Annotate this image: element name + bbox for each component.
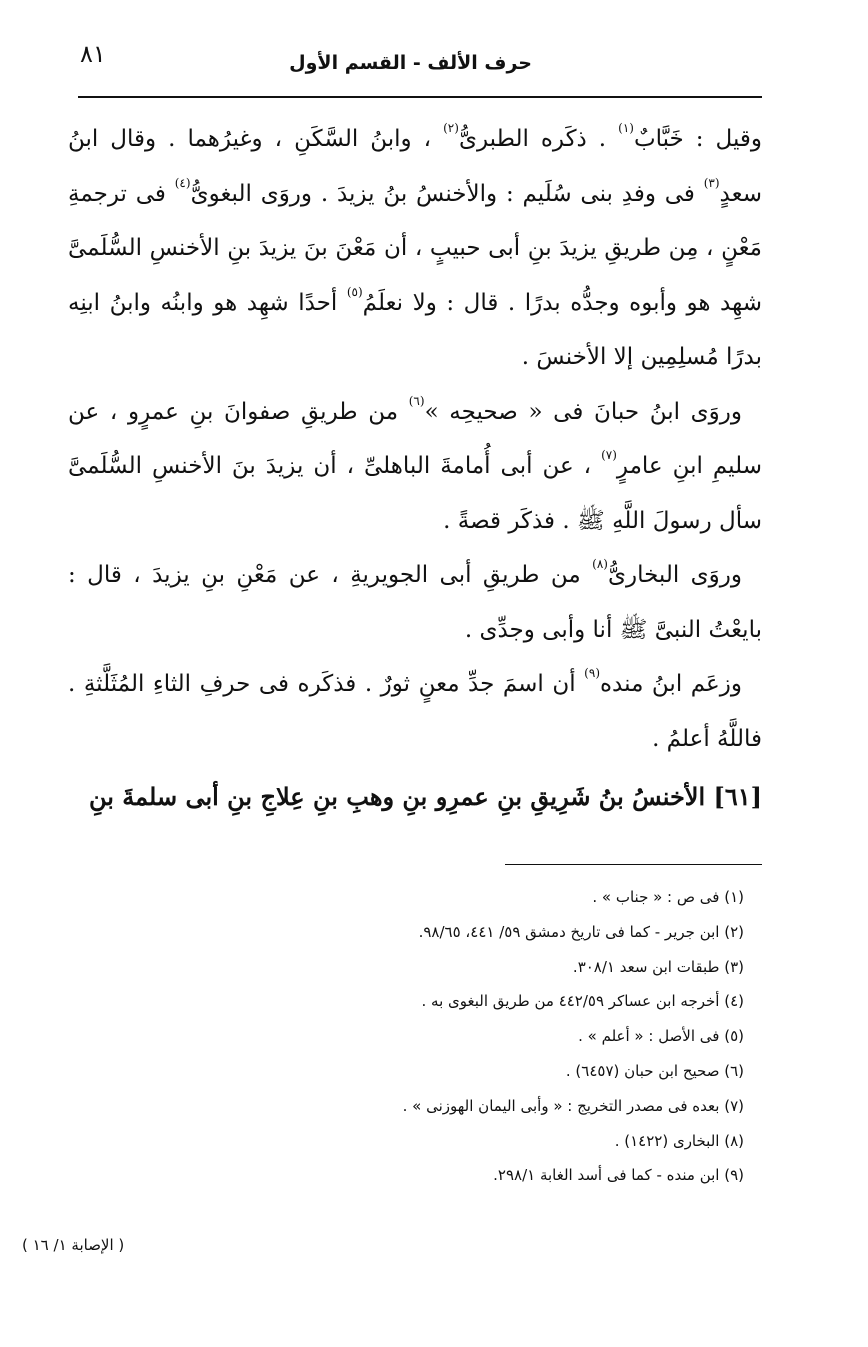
footnote-marker: (٦) bbox=[408, 393, 425, 408]
footnote-9: (٩) ابن منده - كما فى أسد الغابة ٢٩٨/١. bbox=[493, 1166, 744, 1185]
footnote-marker: (١) bbox=[618, 121, 634, 135]
paragraph-4 bbox=[68, 657, 762, 766]
footnote-6: (٦) صحيح ابن حبان (٦٤٥٧) . bbox=[565, 1061, 744, 1080]
footnote-5: (٥) فى الأصل : « أعلم » . bbox=[578, 1027, 744, 1046]
entry-heading: [٦١] الأخنسُ بنُ شَرِيقِ بنِ عمرِو بنِ وهبِ بنِ عِلاجِ بنِ أبى سلمةَ بنِ bbox=[88, 782, 762, 811]
footnotes bbox=[300, 880, 744, 1193]
text-run: من طريقِ صفوانَ بنِ عمرٍو ، عن سليمِ ابنِ عامرٍ bbox=[68, 398, 762, 479]
text-run: وقيل : خَبَّابٌ bbox=[633, 126, 763, 152]
signature-mark: ( الإصابة ١/ ١٦ ) bbox=[22, 1236, 125, 1254]
footnote-4: (٤) أخرجه ابن عساكر ٤٤٢/٥٩ من طريق البغوى به . bbox=[421, 992, 744, 1011]
text-run: . ذكَره الطبرىُّ bbox=[458, 126, 619, 152]
running-title: حرف الألف - القسم الأول bbox=[289, 52, 532, 74]
paragraph-3 bbox=[68, 548, 762, 657]
header-rule bbox=[78, 96, 762, 98]
paragraph-2 bbox=[68, 385, 762, 549]
page-number: ٨١ bbox=[80, 40, 106, 68]
footnote-1: (١) فى ص : « جناب » . bbox=[592, 888, 744, 906]
text-run: فى ترجمةِ مَعْنٍ ، مِن طريقِ يزيدَ بنِ أبى حبيبٍ ، أن مَعْنَ بنَ يزيدَ بنِ الأخنسِ السُّلَمىَّ شهِد هو وأبوه وجدُّه بدرًا . قال : ولا نعلَمُ bbox=[68, 180, 762, 316]
text-run: وروَى البخارىُّ bbox=[607, 562, 743, 588]
footnote-marker: (٩) bbox=[584, 666, 600, 680]
text-run: وزعَم ابنُ منده bbox=[600, 671, 742, 697]
text-run: وروَى ابنُ حبانَ فى « صحيحِه » bbox=[424, 398, 742, 425]
footnote-separator bbox=[505, 864, 762, 865]
footnote-3: (٣) طبقات ابن سعد ٣٠٨/١. bbox=[572, 957, 744, 976]
footnote-marker: (٢) bbox=[443, 121, 459, 135]
main-text bbox=[68, 112, 762, 825]
text-run: ، وابنُ السَّكَنِ ، وغيرُهما . وقال ابنُ سعدٍ bbox=[68, 126, 762, 207]
text-run: أن اسمَ جدِّ معنٍ ثورٌ . فذكَره فى حرفِ الثاءِ المُثَلَّثةِ . فاللَّهُ أعلمُ . bbox=[68, 671, 762, 752]
text-run: ، عن أبى أُمامةَ الباهلىِّ ، أن يزيدَ بنَ الأخنسِ السُّلَمىَّ سأل رسولَ اللَّهِ ﷺ . فذكَر قصةً . bbox=[68, 453, 762, 534]
text-run: فى وفدِ بنى سُلَيم : والأخنسُ بنُ يزيدَ . وروَى البغوىُّ bbox=[190, 180, 704, 207]
footnote-marker: (٧) bbox=[601, 448, 617, 462]
footnote-marker: (٨) bbox=[592, 557, 608, 571]
text-run: أحدًا شهِد هو وابنُه وابنُ ابنِه بدرًا مُسلِمِين إلا الأخنسَ . bbox=[68, 289, 762, 370]
footnote-7: (٧) بعده فى مصدر التخريج : « وأبى اليمان الهوزنى » . bbox=[402, 1096, 744, 1115]
footnote-marker: (٤) bbox=[174, 175, 191, 190]
footnote-8: (٨) البخارى (١٤٢٢) . bbox=[614, 1131, 744, 1150]
footnote-marker: (٣) bbox=[703, 175, 720, 190]
paragraph-1 bbox=[68, 112, 762, 385]
text-run: من طريقِ أبى الجويريةِ ، عن مَعْنِ بنِ يزيدَ ، قال : بايعْتُ النبىَّ ﷺ أنا وأبى وجدِّى . bbox=[68, 562, 762, 643]
running-header bbox=[78, 38, 762, 98]
footnote-2: (٢) ابن جرير - كما فى تاريخ دمشق ٥٩/ ٤٤١، ٩٨/٦٥. bbox=[418, 922, 744, 941]
footnote-marker: (٥) bbox=[346, 284, 363, 299]
